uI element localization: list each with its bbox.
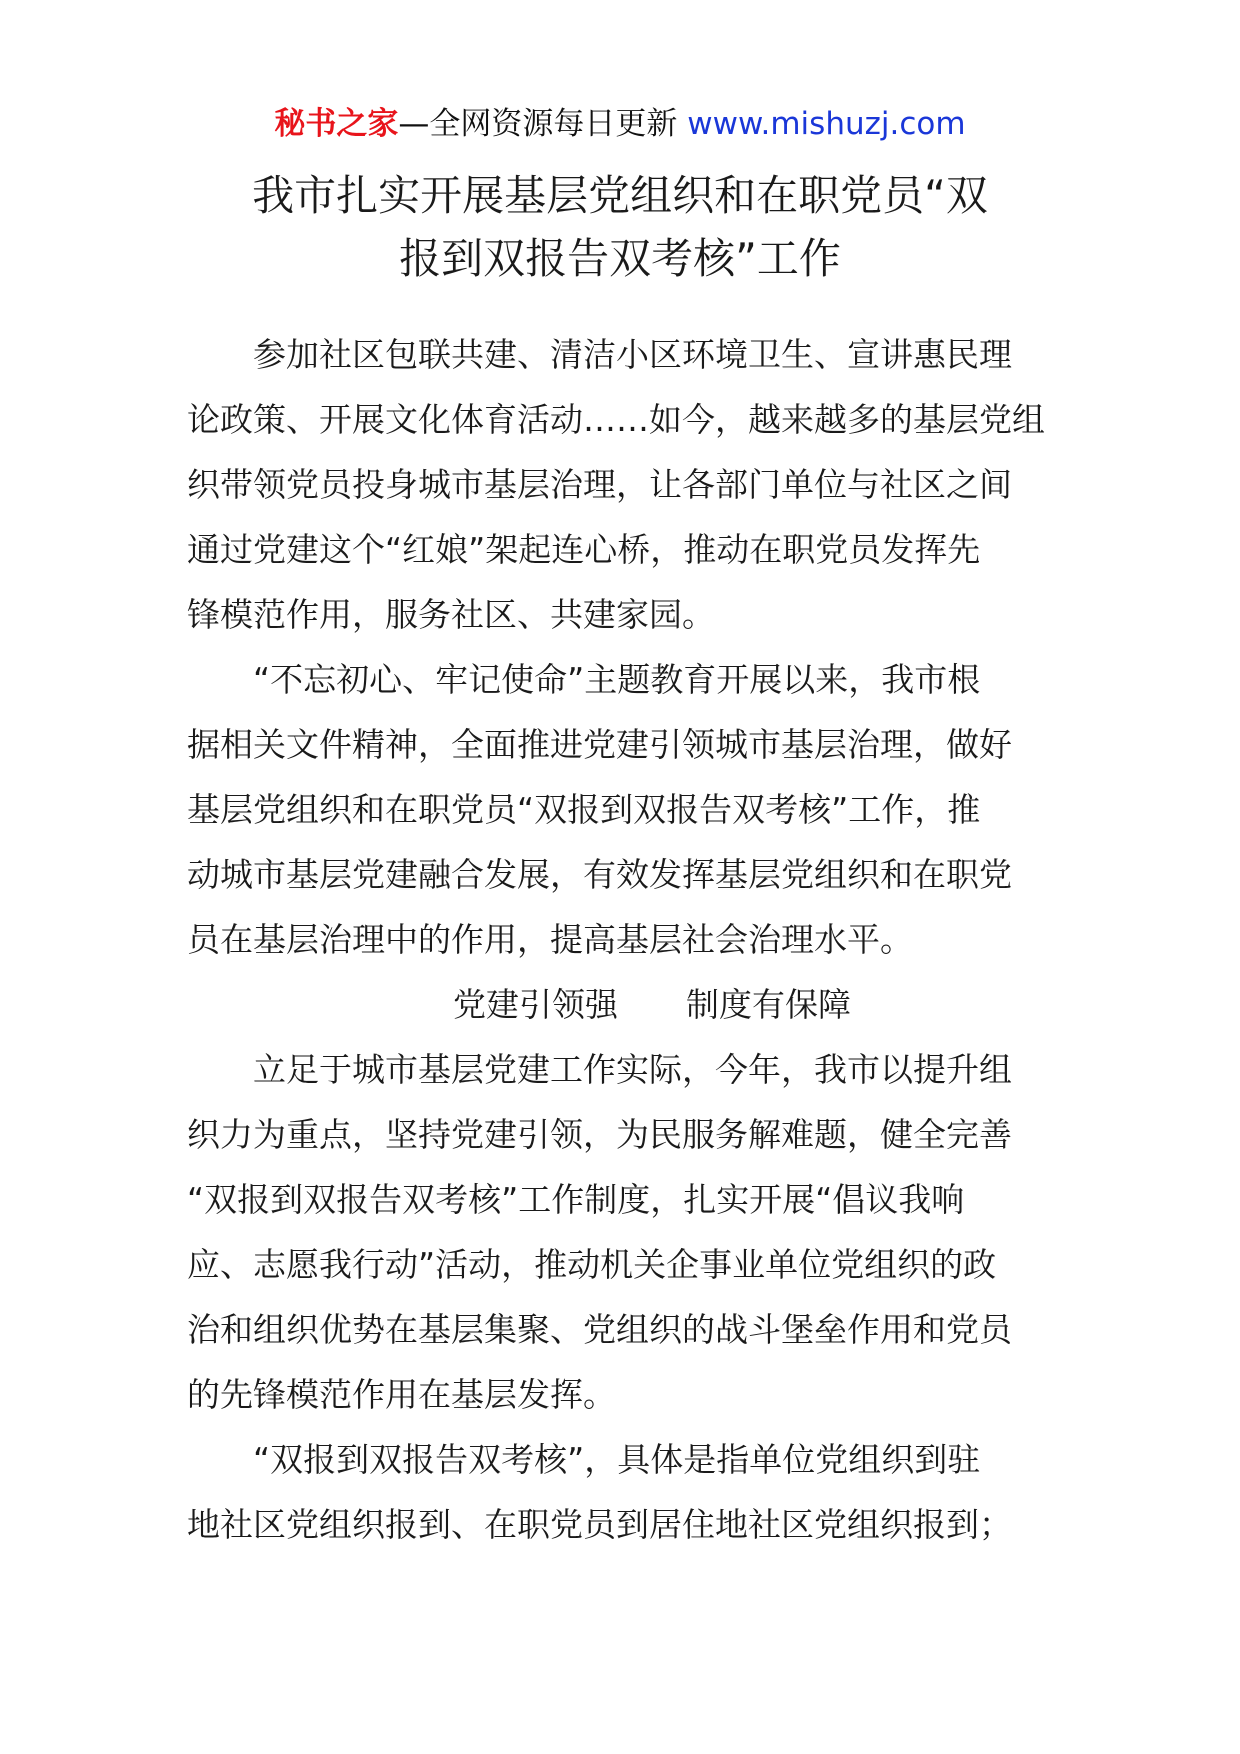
paragraph-line: 的先锋模范作用在基层发挥。 — [187, 1375, 616, 1414]
paragraph-line: “双报到双报告双考核”工作制度，扎实开展“倡议我响 — [187, 1180, 965, 1219]
paragraph-line: 据相关文件精神，全面推进党建引领城市基层治理，做好 — [187, 725, 1012, 764]
section-subheading — [187, 972, 1067, 1037]
subheading-part-1: 党建引领强 — [453, 985, 618, 1024]
paragraph-line: 立足于城市基层党建工作实际，今年，我市以提升组 — [253, 1050, 1012, 1089]
paragraph-line: “双报到双报告双考核”，具体是指单位党组织到驻 — [253, 1440, 981, 1479]
title-line-1: 我市扎实开展基层党组织和在职党员“双 — [252, 171, 988, 220]
paragraph-line: 动城市基层党建融合发展，有效发挥基层党组织和在职党 — [187, 855, 1012, 894]
paragraph-line: 员在基层治理中的作用，提高基层社会治理水平。 — [187, 920, 913, 959]
article-title — [190, 164, 1050, 290]
paragraph-line: 基层党组织和在职党员“双报到双报告双考核”工作，推 — [187, 790, 981, 829]
paragraph-line: 治和组织优势在基层集聚、党组织的战斗堡垒作用和党员 — [187, 1310, 1012, 1349]
subheading-part-2: 制度有保障 — [686, 985, 851, 1024]
site-url-link[interactable]: www.mishuzj.com — [687, 106, 966, 142]
site-header — [0, 104, 1240, 144]
paragraph-line: 通过党建这个“红娘”架起连心桥，推动在职党员发挥先 — [187, 530, 981, 569]
paragraph-line: 参加社区包联共建、清洁小区环境卫生、宣讲惠民理 — [253, 335, 1012, 374]
paragraph-line: 论政策、开展文化体育活动……如今，越来越多的基层党组 — [187, 400, 1045, 439]
paragraph-line: “不忘初心、牢记使命”主题教育开展以来，我市根 — [253, 660, 981, 699]
paragraph-line: 应、志愿我行动”活动，推动机关企事业单位党组织的政 — [187, 1245, 997, 1284]
header-tagline: —全网资源每日更新 — [398, 106, 678, 142]
paragraph-line: 织力为重点，坚持党建引领，为民服务解难题，健全完善 — [187, 1115, 1012, 1154]
paragraph-line: 地社区党组织报到、在职党员到居住地社区党组织报到； — [187, 1505, 1012, 1544]
brand-name: 秘书之家 — [274, 106, 399, 142]
article-body — [187, 322, 1067, 1557]
paragraph-line: 锋模范作用，服务社区、共建家园。 — [187, 595, 715, 634]
title-line-2: 报到双报告双考核”工作 — [399, 234, 841, 283]
paragraph-line: 织带领党员投身城市基层治理，让各部门单位与社区之间 — [187, 465, 1012, 504]
